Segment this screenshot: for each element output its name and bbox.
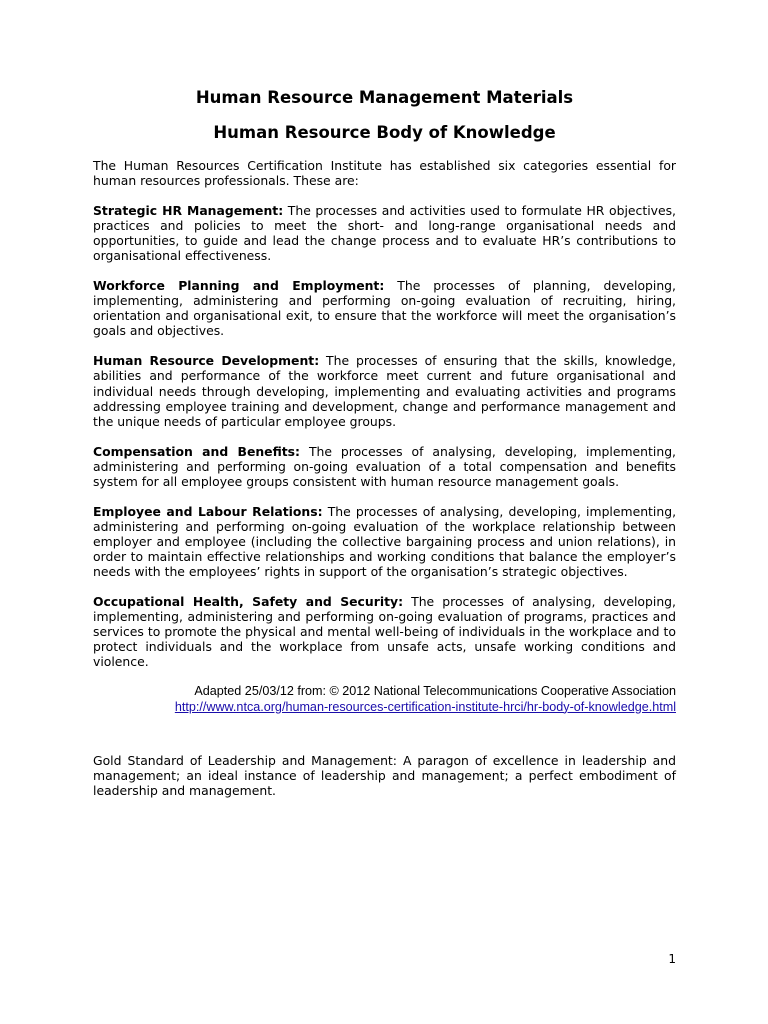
document-subtitle: Human Resource Body of Knowledge [213,123,556,142]
category-term: Strategic HR Management: [93,202,284,218]
category-labour-relations [93,504,676,579]
category-term: Workforce Planning and Employment: [93,278,385,294]
gold-standard-paragraph: Gold Standard of Leadership and Management: A paragon of excellence in leadership and management; an ideal instance of leadership and management; a perfect embodiment of leadership and management. [93,753,676,799]
category-description: The processes and activities used to formulate HR objectives, practices and policies to meet the short- and long-range organisational needs and opportunities, to guide and lead the change process and to evaluate HR’s contributions to organisational effectiveness. [93,202,676,264]
category-description: The processes of analysing, developing, implementing, administering and performing on-going evaluation of the workplace relationship between employer and employee (including the collective bargaining process and union relations), in order to maintain effective relationships and working conditions that balance the employer’s needs with the employees’ rights in support of the organisation’s strategic objectives. [93,503,677,580]
category-term: Occupational Health, Safety and Security: [93,593,404,609]
document-page [93,0,676,1024]
category-workforce-planning [93,278,676,338]
category-term: Compensation and Benefits: [93,443,301,459]
category-description: The processes of planning, developing, implementing, administering and performing on-going evaluation of recruiting, hiring, orientation and organisational exit, to ensure that the workforce will meet the organisation’s goals and objectives. [93,278,676,339]
category-term: Employee and Labour Relations: [93,503,323,519]
category-strategic-hr [93,203,676,263]
document-body [93,158,676,813]
intro-paragraph: The Human Resources Certification Institute has established six categories essential for human resources professionals. These are: [93,158,676,189]
category-description: The processes of ensuring that the skills, knowledge, abilities and performance of the workforce meet current and future organisational and individual needs through developing, implementing and evaluating activities and programs addressing employee training and development, change and performance management and the unique needs of particular employee groups. [93,353,676,429]
page-number: 1 [668,952,676,966]
category-description: The processes of analysing, developing, implementing, administering and performing on-going evaluation of a total compensation and benefits system for all employee groups consistent with human resource management goals. [93,443,676,489]
citation-link[interactable]: http://www.ntca.org/human-resources-certification-institute-hrci/hr-body-of-knowledge.html [174,699,676,714]
category-description: The processes of analysing, developing, implementing, administering and performing on-going evaluation of programs, practices and services to promote the physical and mental well-being of individuals in the workplace and to protect individuals and the workplace from unsafe acts, unsafe working conditions and violence. [93,593,676,670]
category-hr-development [93,353,676,428]
category-term: Human Resource Development: [93,353,320,369]
category-occupational-health [93,594,676,669]
citation-text: Adapted 25/03/12 from: © 2012 National Telecommunications Cooperative Association [194,684,676,699]
citation-block [93,684,676,715]
category-compensation [93,444,676,489]
document-title: Human Resource Management Materials [195,88,574,107]
